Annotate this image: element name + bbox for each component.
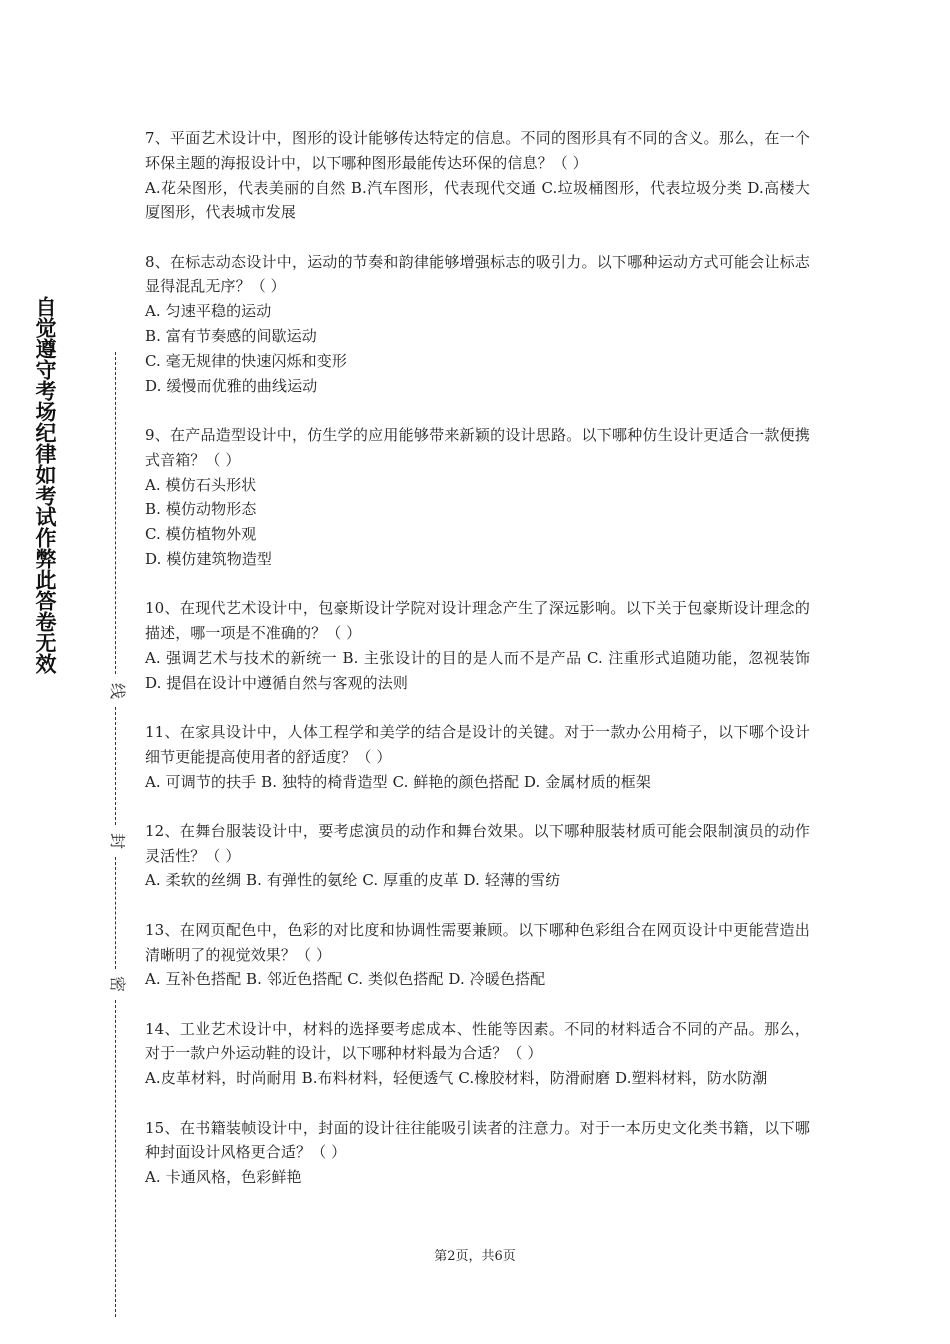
exam-discipline-notice: 自觉遵守考场纪律如考试作弊此答卷无效 <box>33 296 57 674</box>
question-option: B. 富有节奏感的间歇运动 <box>145 327 317 346</box>
question-option: A. 柔软的丝绸 B. 有弹性的氨纶 C. 厚重的皮革 D. 轻薄的雪纺 <box>145 871 561 890</box>
question-8 <box>145 250 810 399</box>
question-stem: 7、平面艺术设计中，图形的设计能够传达特定的信息。不同的图形具有不同的含义。那么，在一个环保主题的海报设计中，以下哪种图形最能传达环保的信息？（ ） <box>145 129 810 172</box>
question-stem: 15、在书籍装帧设计中，封面的设计往往能吸引读者的注意力。对于一本历史文化类书籍，以下哪种封面设计风格更合适？（ ） <box>145 1118 810 1162</box>
question-option: A. 卡通风格，色彩鲜艳 <box>145 1168 302 1187</box>
question-option: A. 可调节的扶手 B. 独特的椅背造型 C. 鲜艳的颜色搭配 D. 金属材质的框架 <box>145 772 651 791</box>
question-12 <box>145 819 810 893</box>
question-stem: 11、在家具设计中，人体工程学和美学的结合是设计的关键。对于一款办公用椅子，以下哪个设计细节更能提高使用者的舒适度？（ ） <box>145 722 810 766</box>
question-option: C. 毫无规律的快速闪烁和变形 <box>145 351 347 370</box>
question-list <box>145 126 810 1214</box>
question-option: A.皮革材料，时尚耐用 B.布料材料，轻便透气 C.橡胶材料，防滑耐磨 D.塑料材料，防水防潮 <box>145 1069 768 1088</box>
question-stem: 10、在现代艺术设计中，包豪斯设计学院对设计理念产生了深远影响。以下关于包豪斯设计理念的描述，哪一项是不准确的？（ ） <box>145 599 810 643</box>
question-option: A. 匀速平稳的运动 <box>145 302 272 321</box>
question-stem: 8、在标志动态设计中，运动的节奏和韵律能够增强标志的吸引力。以下哪种运动方式可能会让标志显得混乱无序？（ ） <box>145 252 810 296</box>
page-number: 第2页，共6页 <box>434 1249 516 1264</box>
question-option: A. 强调艺术与技术的新统一 B. 主张设计的目的是人而不是产品 C. 注重形式追随功能，忽视装饰 D. 提倡在设计中遵循自然与客观的法则 <box>145 648 810 692</box>
question-option: D. 模仿建筑物造型 <box>145 549 273 568</box>
question-14 <box>145 1017 810 1091</box>
question-stem: 13、在网页配色中，色彩的对比度和协调性需要兼顾。以下哪种色彩组合在网页设计中更能营造出清晰明了的视觉效果？（ ） <box>145 920 810 964</box>
binding-line <box>104 352 128 1317</box>
question-stem: 12、在舞台服装设计中，要考虑演员的动作和舞台效果。以下哪种服装材质可能会限制演员的动作灵活性？（ ） <box>145 821 810 865</box>
question-stem: 9、在产品造型设计中，仿生学的应用能够带来新颖的设计思路。以下哪种仿生设计更适合一款便携式音箱？（ ） <box>145 425 810 469</box>
question-option: A. 模仿石头形状 <box>145 475 257 494</box>
binding-label-line: 线 <box>108 680 126 702</box>
question-option: A.花朵图形，代表美丽的自然 B.汽车图形，代表现代交通 C.垃圾桶图形，代表垃圾分类 D.高楼大厦图形，代表城市发展 <box>145 178 810 222</box>
binding-label-secret: 密 <box>108 973 126 995</box>
question-10 <box>145 596 810 695</box>
binding-dash <box>115 707 116 825</box>
question-stem: 14、工业艺术设计中，材料的选择要考虑成本、性能等因素。不同的材料适合不同的产品。那么，对于一款户外运动鞋的设计，以下哪种材料最为合适？（ ） <box>145 1019 810 1063</box>
binding-dash <box>115 1000 116 1317</box>
question-option: A. 互补色搭配 B. 邻近色搭配 C. 类似色搭配 D. 冷暖色搭配 <box>145 970 546 989</box>
question-15 <box>145 1116 810 1190</box>
question-9 <box>145 423 810 572</box>
question-7 <box>145 126 810 225</box>
binding-dash <box>115 352 116 674</box>
question-11 <box>145 720 810 794</box>
question-option: D. 缓慢而优雅的曲线运动 <box>145 376 318 395</box>
question-option: C. 模仿植物外观 <box>145 525 257 544</box>
question-option: B. 模仿动物形态 <box>145 500 257 519</box>
binding-dash <box>115 857 116 969</box>
binding-label-seal: 封 <box>108 830 126 852</box>
question-13 <box>145 918 810 992</box>
